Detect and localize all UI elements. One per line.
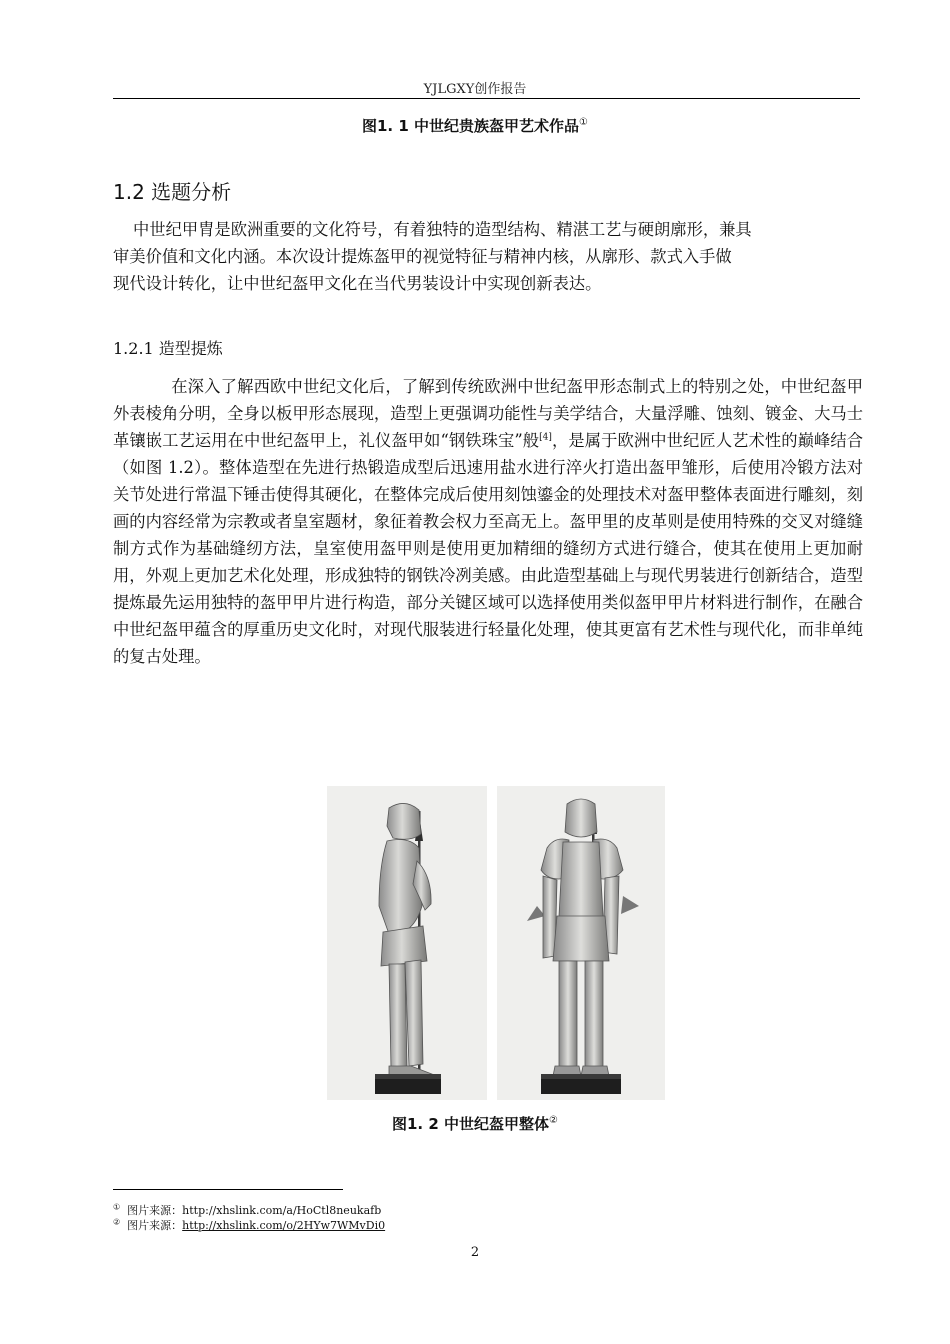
subsection-body xyxy=(113,373,863,670)
citation-ref: [4] xyxy=(539,432,552,443)
subsection-heading: 1.2.1 造型提炼 xyxy=(113,339,223,358)
armor-front-view-illustration xyxy=(497,786,665,1100)
figure-1-2-caption-text: 图1. 2 中世纪盔甲整体 xyxy=(392,1115,550,1133)
figure-1-2-note-mark: ② xyxy=(549,1115,558,1126)
footnote-2 xyxy=(113,1217,385,1233)
armor-front-view-photo xyxy=(497,786,665,1100)
footnote-link[interactable]: http://xhslink.com/o/2HYw7WMvDi0 xyxy=(182,1219,386,1232)
section-heading: 1.2 选题分析 xyxy=(113,180,232,204)
intro-line: 中世纪甲胄是欧洲重要的文化符号，有着独特的造型结构、精湛工艺与硬朗廓形，兼具 xyxy=(133,220,752,239)
running-header: YJLGXY创作报告 xyxy=(423,82,527,97)
footnote-label: 图片来源： xyxy=(127,1204,183,1217)
figure-1-1-note-mark: ① xyxy=(579,117,588,128)
section-intro xyxy=(113,216,873,297)
intro-line: 审美价值和文化内涵。本次设计提炼盔甲的视觉特征与精神内核，从廓形、款式入手做 xyxy=(113,247,732,266)
figure-1-1-caption-text: 图1. 1 中世纪贵族盔甲艺术作品 xyxy=(362,117,580,135)
body-text-2: ，是属于欧洲中世纪匠人艺术性的巅峰结合（如图 1.2）。整体造型在先进行热锻造成型后迅速用盐水进行淬火打造出盔甲雏形，后使用冷锻方法对关节处进行常温下锤击使得其硬化，在整体完成后使用刻蚀鎏金的处理技术对盔甲整体表面进行雕刻，刻画的内容经常为宗教或者皇室题材，象征着教会权力至高无上。盔甲里的皮革则是使用特殊的交叉对缝缝制方式作为基础缝纫方法，皇室使用盔甲则是使用更加精细的缝纫方式进行缝合，使其在使用上更加耐用，外观上更加艺术化处理，形成独特的钢铁冷冽美感。由此造型基础上与现代男装进行创新结合，造型提炼最先运用独特的盔甲甲片进行构造，部分关键区域可以选择使用类似盔甲甲片材料进行制作，在融合中世纪盔甲蕴含的厚重历史文化时，对现代服装进行轻量化处理，使其更富有艺术性与现代化，而非单纯的复古处理。 xyxy=(113,431,863,666)
footnote-label: 图片来源： xyxy=(127,1219,183,1232)
footnote-url: http://xhslink.com/a/HoCtl8neukafb xyxy=(182,1204,382,1217)
figure-1-1-caption xyxy=(0,115,950,136)
figure-1-2-caption xyxy=(0,1113,950,1134)
armor-side-view-photo xyxy=(327,786,487,1100)
header-rule xyxy=(113,98,860,99)
body-text-1: 在深入了解西欧中世纪文化后，了解到传统欧洲中世纪盔甲形态制式上的特别之处，中世纪盔甲外表棱角分明，全身以板甲形态展现，造型上更强调功能性与美学结合，大量浮雕、蚀刻、镀金、大马士革镶嵌工艺运用在中世纪盔甲上，礼仪盔甲如“钢铁珠宝”般 xyxy=(113,377,863,450)
footnote-mark: ② xyxy=(113,1217,121,1227)
page-number: 2 xyxy=(470,1245,480,1260)
footnote-1 xyxy=(113,1202,381,1218)
armor-side-view-illustration xyxy=(327,786,487,1100)
intro-line: 现代设计转化，让中世纪盔甲文化在当代男装设计中实现创新表达。 xyxy=(113,274,602,293)
footnote-rule xyxy=(113,1189,343,1190)
footnote-mark: ① xyxy=(113,1202,121,1212)
